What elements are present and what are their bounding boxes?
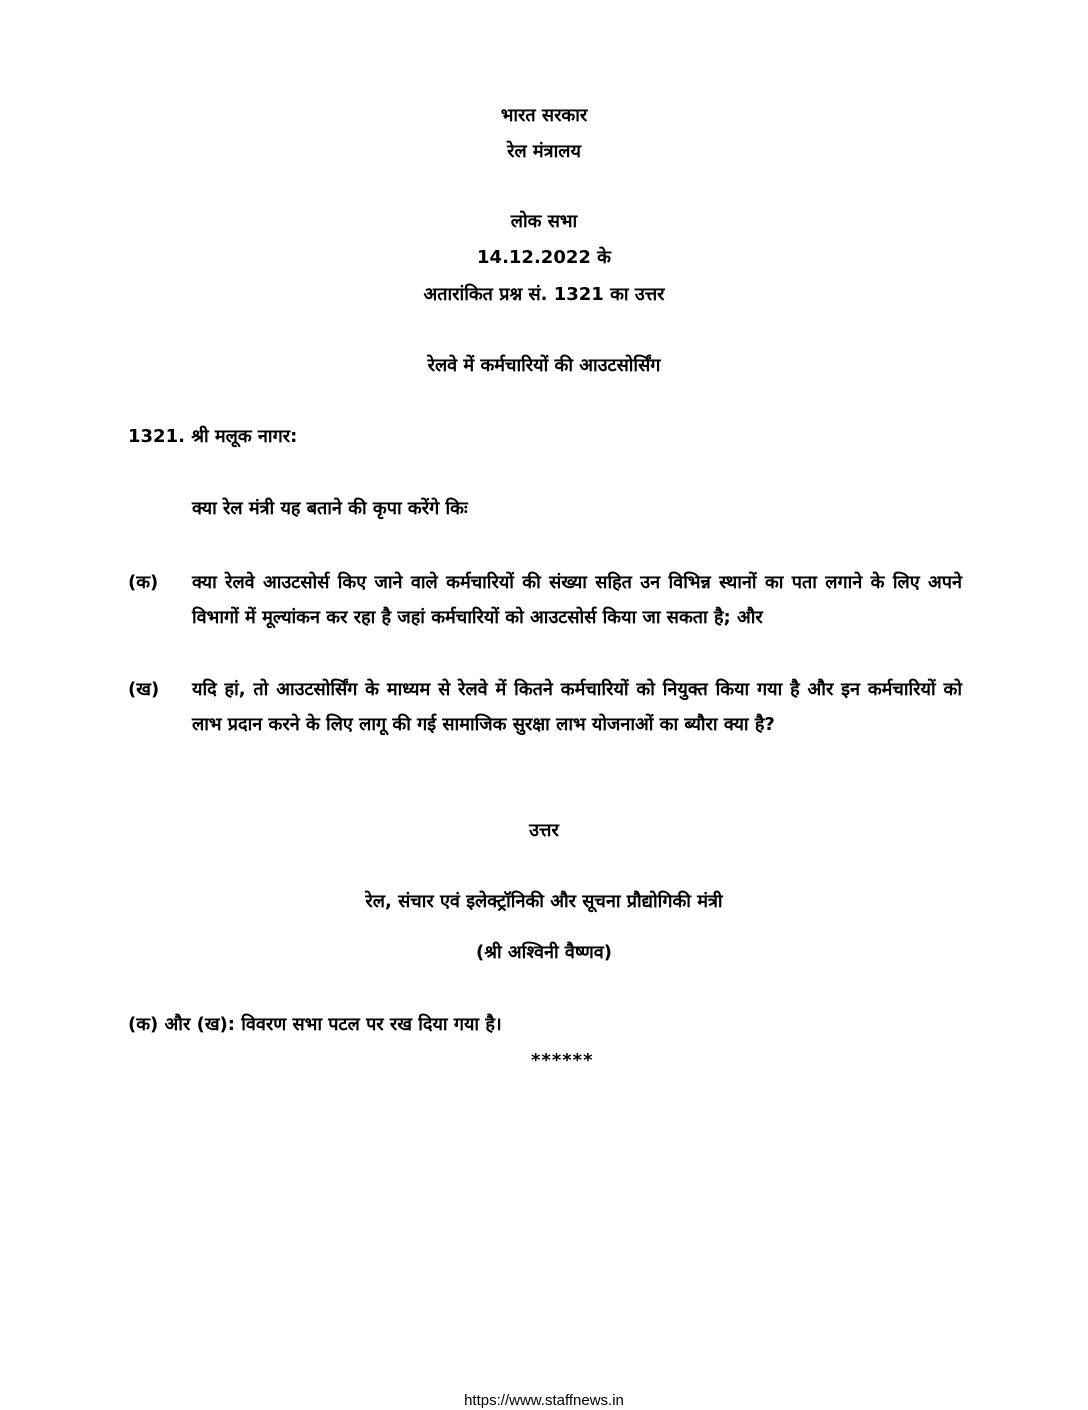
question-item (128, 672, 968, 777)
answer-reply: (क) और (ख): विवरण सभा पटल पर रख दिया गया है। (128, 1014, 502, 1035)
minister-title: रेल, संचार एवं इलेक्ट्रॉनिकी और सूचना प्रौद्योगिकी मंत्री (365, 891, 723, 912)
question-member: 1321. श्री मलूक नागर: (128, 426, 298, 447)
house-heading: लोक सभा (510, 211, 578, 232)
end-marker: ****** (531, 1050, 594, 1071)
minister-name: (श्री अश्विनी वैष्णव) (476, 942, 612, 963)
answer-heading: उत्तर (529, 820, 559, 841)
ministry-heading: रेल मंत्रालय (507, 141, 581, 162)
question-item-text: यदि हां, तो आउटसोर्सिंग के माध्यम से रेलवे में कितने कर्मचारियों को नियुक्त किया गया है और इन कर्मचारियों को लाभ प्रदान करने के लिए लागू की गई सामाजिक सुरक्षा लाभ योजनाओं का ब्यौरा क्या है? (192, 679, 962, 735)
government-heading: भारत सरकार (500, 105, 588, 126)
question-item-label: (ख) (128, 679, 160, 700)
subject-title: रेलवे में कर्मचारियों की आउटसोर्सिंग (427, 355, 661, 376)
question-item-text: क्या रेलवे आउटसोर्स किए जाने वाले कर्मचारियों की संख्या सहित उन विभिन्न स्थानों का पता लगाने के लिए अपने विभागों में मूल्यांकन कर रहा है जहां कर्मचारियों को आउटसोर्स किया जा सकता है; और (192, 572, 962, 628)
question-intro: क्या रेल मंत्री यह बताने की कृपा करेंगे किः (192, 498, 468, 519)
question-item-label: (क) (128, 572, 159, 593)
footer-url[interactable]: https://www.staffnews.in (464, 1392, 624, 1409)
date-line: 14.12.2022 के (477, 247, 611, 268)
question-number-line: अतारांकित प्रश्न सं. 1321 का उत्तर (423, 284, 665, 305)
question-item (128, 565, 968, 670)
